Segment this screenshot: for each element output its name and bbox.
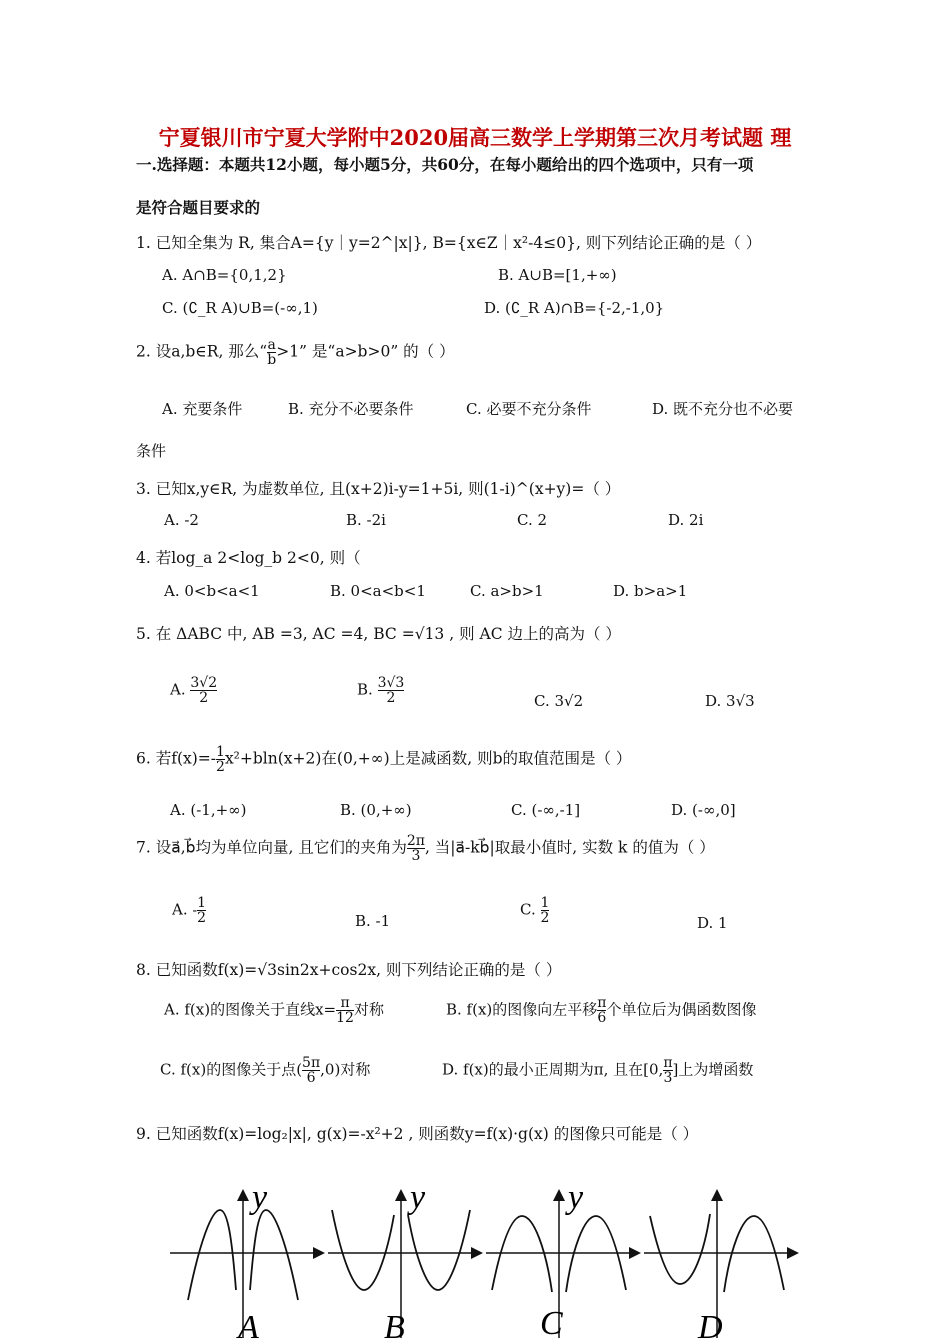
q8-c-fraction: $\frac{5\pi}{6}$ xyxy=(302,1055,321,1086)
question-2 xyxy=(136,338,455,367)
q2-pre: 2. 设a,b∈R, 那么“ xyxy=(136,342,268,361)
question-5: 5. 在 ΔABC 中, AB =3, AC =4, BC =√13 , 则 AC 边上的高为（ ） xyxy=(136,625,621,643)
q7-option-a: A. - $\frac{1}{2}$ xyxy=(172,895,207,926)
q6-option-c: C. (-∞,-1] xyxy=(511,801,581,819)
q3-option-a: A. -2 xyxy=(164,511,199,529)
q6-option-b: B. (0,+∞) xyxy=(340,801,412,819)
q8-option-b: B. f(x)的图像向左平移 $\frac{\pi}{6}$ 个单位后为偶函数图像 xyxy=(446,995,757,1026)
question-8: 8. 已知函数f(x)=√3sin2x+cos2x, 则下列结论正确的是（ ） xyxy=(136,961,562,979)
question-6: 6. 若f(x)=- $\frac{1}{2}$ x²+bln(x+2)在(0,+∞)上是减函数, 则b的取值范围是（ ） xyxy=(136,744,632,775)
q8-option-a: A. f(x)的图像关于直线x= $\frac{\pi}{12}$ 对称 xyxy=(164,995,384,1026)
q2-option-a: A. 充要条件 xyxy=(162,400,243,418)
q2-option-d-wrap: 条件 xyxy=(136,442,167,460)
graph-b-label: B xyxy=(384,1309,405,1344)
question-3: 3. 已知x,y∈R, 为虚数单位, 且(x+2)i-y=1+5i, 则(1-i)^(x+y)=（ ） xyxy=(136,480,621,498)
graph-b-y-label: y xyxy=(410,1180,426,1216)
q2-post: >1” 是“a>b>0” 的（ ） xyxy=(276,342,455,361)
q9-graph-options xyxy=(160,1180,810,1344)
q8-a-fraction: $\frac{\pi}{12}$ xyxy=(336,995,354,1026)
graph-c-label: C xyxy=(540,1305,563,1342)
q5-option-d: D. 3√3 xyxy=(705,692,755,710)
q5-option-c: C. 3√2 xyxy=(534,692,584,710)
q6-option-d: D. (-∞,0] xyxy=(671,801,736,819)
section-instruction-cont: 是符合题目要求的 xyxy=(136,198,261,217)
graph-b xyxy=(328,1180,480,1344)
q1-option-b: B. A∪B=[1,+∞) xyxy=(498,266,617,284)
q2-option-d: D. 既不充分也不必要 xyxy=(652,400,794,418)
q4-option-d: D. b>a>1 xyxy=(613,582,688,600)
q3-option-b: B. -2i xyxy=(346,511,386,529)
q1-option-c: C. (∁_R A)∪B=(-∞,1) xyxy=(162,299,318,317)
graph-a xyxy=(170,1180,322,1344)
q8-b-fraction: $\frac{\pi}{6}$ xyxy=(597,995,607,1026)
q6-option-a: A. (-1,+∞) xyxy=(170,801,247,819)
graph-d xyxy=(644,1192,796,1344)
q1-option-a: A. A∩B={0,1,2} xyxy=(162,266,287,284)
q7-option-b: B. -1 xyxy=(355,912,391,930)
q7-option-c: C. $\frac{1}{2}$ xyxy=(520,895,550,926)
question-1: 1. 已知全集为 R, 集合A={y｜y=2^|x|}, B={x∈Z｜x²-4≤0}, 则下列结论正确的是（ ） xyxy=(136,234,762,252)
q5-a-fraction: $\frac{3√2}{2}$ xyxy=(190,675,218,706)
q8-d-fraction: $\frac{\pi}{3}$ xyxy=(663,1055,673,1086)
q1-option-d: D. (∁_R A)∩B={-2,-1,0} xyxy=(484,299,665,317)
graph-c xyxy=(486,1180,638,1342)
q8-option-d: D. f(x)的最小正周期为π, 且在[0, $\frac{\pi}{3}$ ]上为增函数 xyxy=(442,1055,754,1086)
question-4: 4. 若log_a 2<log_b 2<0, 则（ xyxy=(136,549,361,567)
q4-option-b: B. 0<a<b<1 xyxy=(330,582,426,600)
q2-option-c: C. 必要不充分条件 xyxy=(466,400,592,418)
q4-option-c: C. a>b>1 xyxy=(470,582,544,600)
graph-a-y-label: y xyxy=(252,1180,268,1216)
q3-option-d: D. 2i xyxy=(668,511,704,529)
q2-option-b: B. 充分不必要条件 xyxy=(288,400,414,418)
graph-c-y-label: y xyxy=(568,1180,584,1216)
question-9: 9. 已知函数f(x)=log₂|x|, g(x)=-x²+2 , 则函数y=f(x)·g(x) 的图像只可能是（ ） xyxy=(136,1125,699,1143)
q3-option-c: C. 2 xyxy=(517,511,548,529)
q2-fraction: $\frac{a}{b}$ xyxy=(267,337,277,368)
section-instruction: 一.选择题：本题共12小题，每小题5分，共60分，在每小题给出的四个选项中，只有一项 xyxy=(136,155,754,174)
q8-option-c: C. f(x)的图像关于点( $\frac{5\pi}{6}$ ,0)对称 xyxy=(160,1055,371,1086)
q7-a-fraction: $\frac{1}{2}$ xyxy=(197,895,207,926)
q7-fraction: $\frac{2\pi}{3}$ xyxy=(406,833,425,864)
q7-c-fraction: $\frac{1}{2}$ xyxy=(540,895,550,926)
question-7: 7. 设a⃗,b⃗均为单位向量, 且它们的夹角为 $\frac{2\pi}{3}$ , 当|a⃗-kb⃗|取最小值时, 实数 k 的值为（ ） xyxy=(136,833,715,864)
q4-option-a: A. 0<b<a<1 xyxy=(164,582,260,600)
q5-option-b: B. $\frac{3√3}{2}$ xyxy=(357,675,405,706)
q5-option-a: A. $\frac{3√2}{2}$ xyxy=(170,675,218,706)
q7-option-d: D. 1 xyxy=(697,914,728,932)
graph-a-label: A xyxy=(238,1309,259,1344)
graph-d-label: D xyxy=(698,1309,723,1344)
page-title: 宁夏银川市宁夏大学附中2020届高三数学上学期第三次月考试题 理 xyxy=(158,125,792,150)
q6-fraction: $\frac{1}{2}$ xyxy=(216,744,225,775)
q5-b-fraction: $\frac{3√3}{2}$ xyxy=(377,675,405,706)
